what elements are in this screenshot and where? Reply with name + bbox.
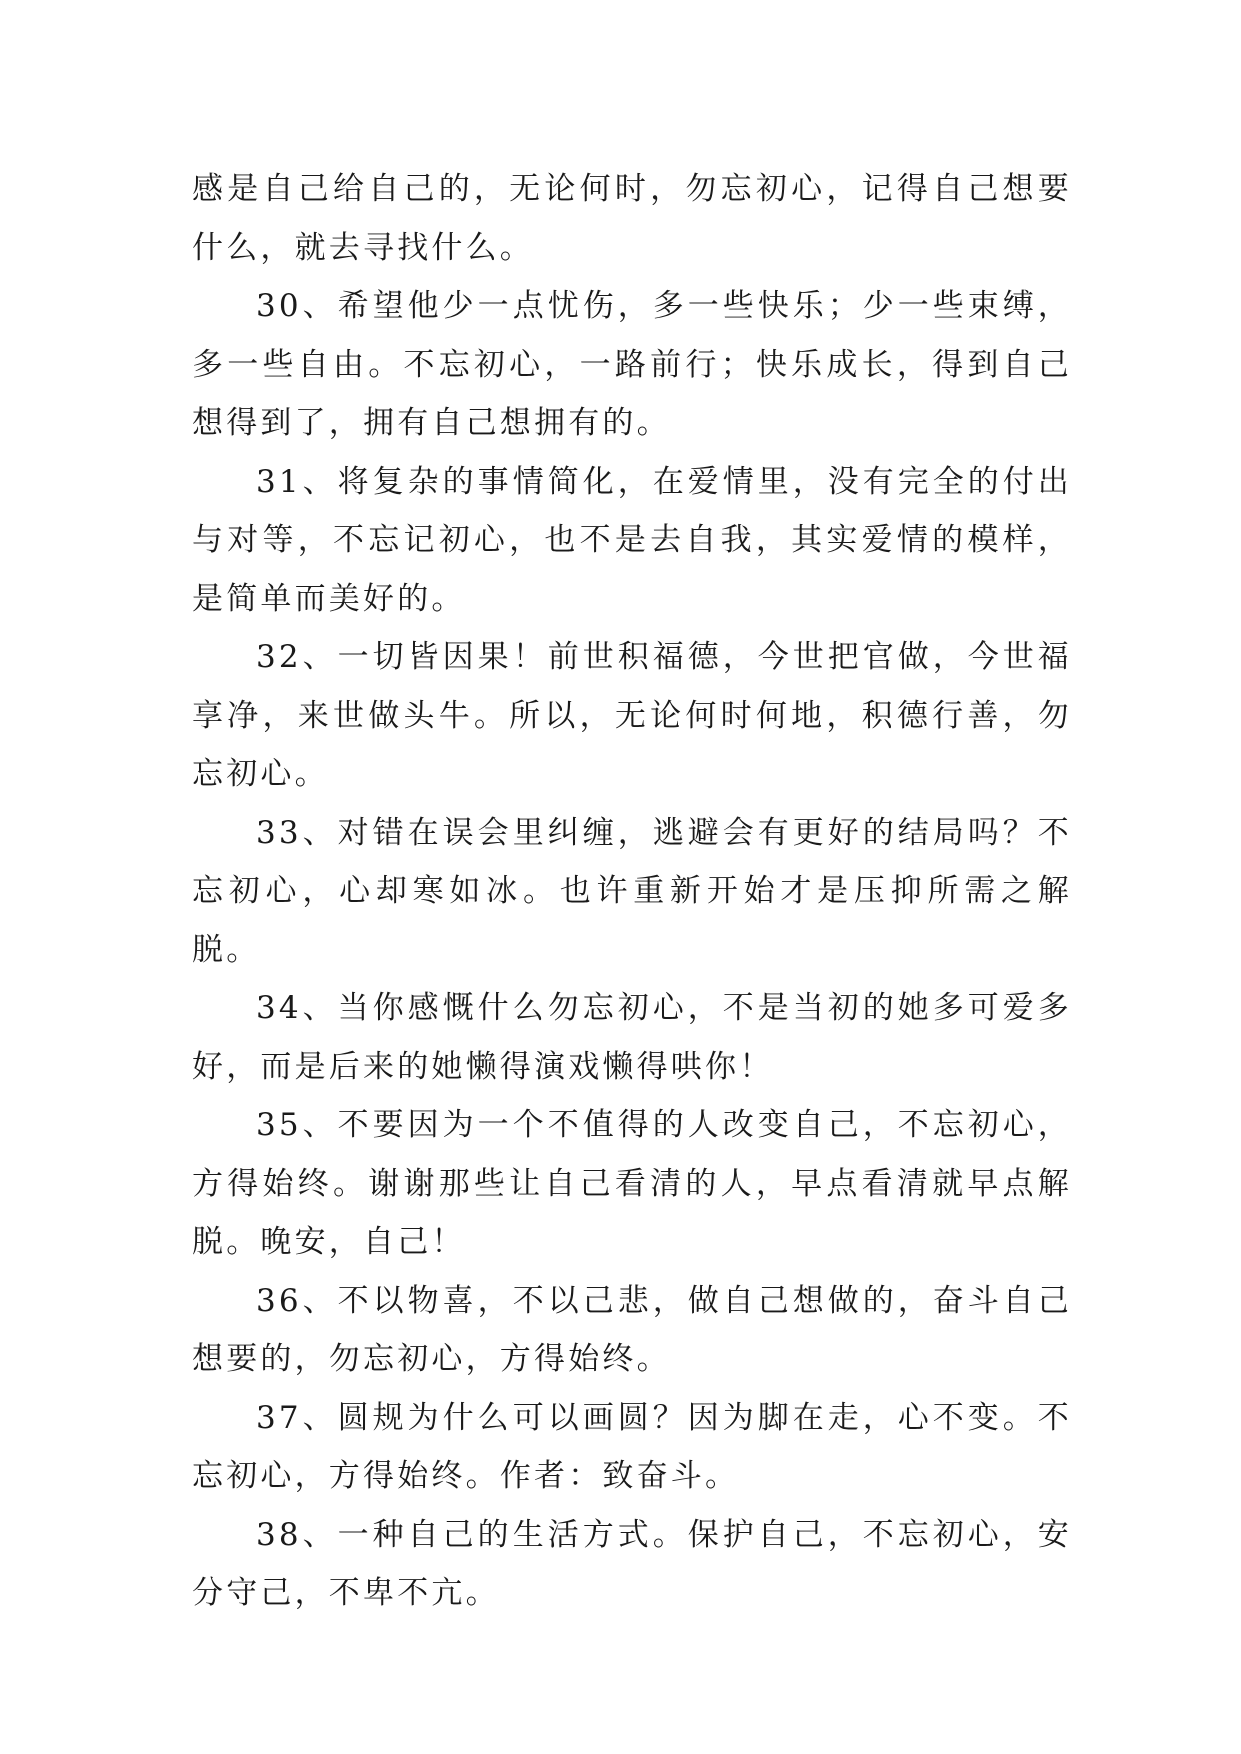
paragraph-item-32: 32、一切皆因果！前世积福德，今世把官做，今世福享净，来世做头牛。所以，无论何时何地，积德行善，勿忘初心。 — [192, 639, 1072, 792]
paragraph-item-36: 36、不以物喜，不以己悲，做自己想做的，奋斗自己想要的，勿忘初心，方得始终。 — [192, 1282, 1072, 1377]
paragraph-continuation: 感是自己给自己的，无论何时，勿忘初心，记得自己想要什么，就去寻找什么。 — [192, 171, 1072, 266]
paragraph-item-35: 35、不要因为一个不值得的人改变自己，不忘初心，方得始终。谢谢那些让自己看清的人，早点看清就早点解脱。晚安，自己！ — [192, 1107, 1072, 1260]
paragraph-item-34: 34、当你感慨什么勿忘初心，不是当初的她多可爱多好，而是后来的她懒得演戏懒得哄你！ — [192, 990, 1072, 1085]
document-page — [192, 160, 1072, 1623]
paragraph-item-33: 33、对错在误会里纠缠，逃避会有更好的结局吗？不忘初心，心却寒如冰。也许重新开始才是压抑所需之解脱。 — [192, 814, 1072, 968]
paragraph-item-30: 30、希望他少一点忧伤，多一些快乐；少一些束缚，多一些自由。不忘初心，一路前行；快乐成长，得到自己想得到了，拥有自己想拥有的。 — [192, 288, 1072, 441]
paragraph-item-37: 37、圆规为什么可以画圆？因为脚在走，心不变。不忘初心，方得始终。作者：致奋斗。 — [192, 1399, 1072, 1494]
paragraph-item-38: 38、一种自己的生活方式。保护自己，不忘初心，安分守己，不卑不亢。 — [192, 1516, 1072, 1611]
paragraph-item-31: 31、将复杂的事情简化，在爱情里，没有完全的付出与对等，不忘记初心，也不是去自我，其实爱情的模样，是简单而美好的。 — [192, 463, 1072, 617]
